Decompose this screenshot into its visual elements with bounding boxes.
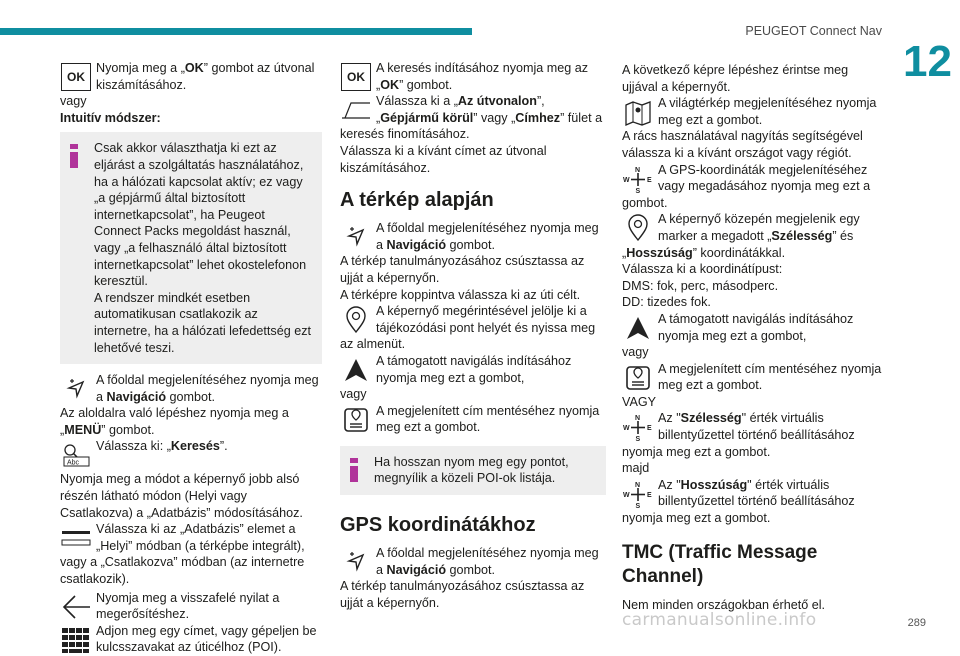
ok-icon-label: OK bbox=[67, 69, 85, 84]
search-step: Abc Válassza ki: „Keresés”. bbox=[60, 438, 322, 470]
world-map-icon bbox=[622, 96, 654, 128]
or-caps-text: VAGY bbox=[622, 394, 657, 409]
ok-icon bbox=[340, 61, 372, 93]
select-address-text: Válassza ki a kívánt címet az útvonal kiszámításához. bbox=[340, 143, 547, 175]
section-heading-tmc: TMC (Traffic Message Channel) bbox=[622, 541, 818, 587]
info-text: Csak akkor választhatja ki ezt az eljárást a szolgáltatás használatához, ha a hálózati kapcsolat aktív; ez vagy „a gépjármű által biztosított internetkapcsolat”, ha Peugeot Connect Packs megoldást használ, vagy „a felhasználó által biztosított internetkapcsolat” lehet okostelefonon keresztül. bbox=[94, 141, 307, 289]
svg-text:N: N bbox=[635, 166, 641, 174]
intuitive-heading: Intuitív módszer: bbox=[60, 110, 161, 125]
svg-text:S: S bbox=[635, 436, 641, 444]
svg-text:E: E bbox=[647, 425, 652, 433]
watermark: carmanualsonline.info bbox=[622, 610, 817, 630]
marker-step: A képernyő közepén megjelenik egy marker a megadott „Szélesség” és „Hosszúság” koordinátákkal. bbox=[622, 212, 860, 260]
location-pin-icon bbox=[622, 212, 654, 244]
navigation-icon bbox=[340, 546, 372, 578]
then-text: majd bbox=[622, 461, 650, 476]
info-box bbox=[60, 132, 322, 364]
longitude-step: N W E S Az "Hosszúság" érték virtuális billentyűzettel történő beállításához nyomja meg ezt a gombot. bbox=[622, 477, 855, 526]
mode-step: Nyomja meg a módot a képernyő jobb alsó részén látható módon (Helyi vagy Csatlakozva) a „Adatbázis” módosításához. bbox=[60, 472, 303, 520]
ok-icon-label: OK bbox=[347, 69, 365, 84]
save-step: A megjelenített cím mentéséhez nyomja meg ezt a gombot. bbox=[340, 403, 606, 436]
ok-step-text: Nyomja meg a „OK” gombot az útvonal kiszámításához. bbox=[96, 61, 315, 92]
next-screen-text: A következő képre lépéshez érintse meg ujjával a képernyőt. bbox=[622, 63, 849, 94]
svg-text:W: W bbox=[623, 425, 630, 433]
navigation-icon bbox=[60, 373, 92, 405]
or-text: vagy bbox=[60, 94, 87, 109]
page-header bbox=[0, 0, 960, 48]
pin-step: A képernyő megérintésével jelölje ki a tájékozódási pont helyét és nyissa meg az almenüt. bbox=[340, 304, 596, 352]
keyboard-abc-icon bbox=[60, 439, 92, 471]
database-step: Válassza ki az „Adatbázis” elemet a „Helyi” módban (a térképbe integrált), vagy a „Csatlakozva” módban (az internetre csatlakozik). bbox=[60, 522, 305, 587]
save-address-icon bbox=[622, 362, 654, 394]
ok-icon bbox=[60, 61, 92, 93]
compass-coordinates-icon bbox=[622, 478, 654, 510]
info-icon bbox=[70, 144, 78, 168]
navigate-arrow-icon bbox=[340, 354, 372, 386]
navigation-icon bbox=[340, 221, 372, 253]
info-text-2: A rendszer mindkét esetben automatikusan csatlakozik az internetre, ha a hálózati lefedettség ezt lehetővé teszi. bbox=[94, 290, 312, 355]
info-icon bbox=[350, 458, 358, 482]
search-ok-step: OK A keresés indításához nyomja meg az „OK” gombot. bbox=[340, 60, 606, 93]
coord-type-text: Válassza ki a koordinátípust: bbox=[622, 262, 783, 277]
save-address-icon bbox=[340, 404, 372, 436]
chapter-number: 12 bbox=[903, 37, 952, 86]
start-nav-step-2: A támogatott navigálás indításához nyomja meg ezt a gombot, bbox=[622, 311, 884, 344]
svg-text:Abc: Abc bbox=[67, 459, 80, 467]
location-pin-icon bbox=[340, 304, 372, 336]
dms-text: DMS: fok, perc, másodperc. bbox=[622, 278, 779, 293]
tap-map-text: A térképre koppintva válassza ki az úti célt. bbox=[340, 287, 581, 302]
address-step: Adjon meg egy címet, vagy gépeljen be kulcsszavakat az úticélhoz (POI). bbox=[60, 623, 322, 656]
header-accent-line bbox=[0, 28, 472, 35]
compass-coordinates-icon bbox=[622, 163, 654, 195]
svg-text:N: N bbox=[635, 415, 641, 423]
route-filter-icon bbox=[340, 94, 372, 126]
svg-text:N: N bbox=[635, 481, 641, 489]
back-arrow-icon bbox=[60, 591, 92, 623]
svg-text:W: W bbox=[623, 491, 630, 499]
back-step: Nyomja meg a visszafelé nyilat a megerősítéshez. bbox=[60, 590, 322, 623]
svg-text:E: E bbox=[647, 176, 652, 184]
navigate-arrow-icon bbox=[622, 312, 654, 344]
ok-step bbox=[60, 60, 322, 93]
svg-text:W: W bbox=[623, 176, 630, 184]
map-navigation-step: A főoldal megjelenítéséhez nyomja meg a Navigáció gombot. bbox=[340, 220, 606, 253]
info-box: Ha hosszan nyom meg egy pontot, megnyílik a közeli POI-ok listája. bbox=[340, 446, 606, 495]
filter-step: Válassza ki a „Az útvonalon”, „Gépjármű körül” vagy „Címhez” fület a keresés finomításához. bbox=[340, 94, 603, 142]
column-3 bbox=[622, 62, 884, 613]
world-map-step: A világtérkép megjelenítéséhez nyomja meg ezt a gombot. bbox=[622, 95, 884, 128]
navigation-step: A főoldal megjelenítéséhez nyomja meg a Navigáció gombot. bbox=[60, 372, 322, 405]
gps-coord-step: N W E S A GPS-koordináták megjelenítéséhez vagy megadásához nyomja meg ezt a gombot. bbox=[622, 162, 871, 210]
column-1 bbox=[60, 60, 322, 656]
toggle-bar-icon bbox=[60, 522, 92, 554]
running-title: PEUGEOT Connect Nav bbox=[745, 24, 882, 38]
svg-text:S: S bbox=[635, 187, 641, 195]
menu-step: Az aloldalra való lépéshez nyomja meg a „MENÜ” gombot. bbox=[60, 406, 289, 437]
section-heading-map: A térkép alapján bbox=[340, 189, 494, 212]
or-text: vagy bbox=[622, 345, 649, 360]
svg-text:E: E bbox=[647, 491, 652, 499]
compass-coordinates-icon bbox=[622, 411, 654, 443]
swipe-map-text-2: A térkép tanulmányozásához csúsztassa az ujját a képernyőn. bbox=[340, 579, 585, 610]
zoom-grid-text: A rács használatával nagyítás segítségével válassza ki a kívánt országot vagy régiót. bbox=[622, 129, 863, 160]
svg-text:S: S bbox=[635, 502, 641, 510]
section-heading-gps: GPS koordinátákhoz bbox=[340, 514, 536, 537]
save-step-2: A megjelenített cím mentéséhez nyomja meg ezt a gombot. bbox=[622, 361, 884, 394]
dd-text: DD: tizedes fok. bbox=[622, 295, 711, 310]
latitude-step: N W E S Az "Szélesség" érték virtuális billentyűzettel történő beállításához nyomja meg ezt a gombot. bbox=[622, 411, 855, 459]
gps-navigation-step: A főoldal megjelenítéséhez nyomja meg a Navigáció gombot. bbox=[340, 545, 606, 578]
or-text: vagy bbox=[340, 387, 367, 402]
tmc-availability-text: Nem minden országokban érhető el. bbox=[622, 597, 826, 612]
swipe-map-text: A térkép tanulmányozásához csúsztassa az ujját a képernyőn. bbox=[340, 254, 585, 285]
keypad-icon bbox=[60, 624, 92, 656]
page-number: 289 bbox=[907, 617, 926, 629]
column-2 bbox=[340, 60, 606, 611]
start-nav-step: A támogatott navigálás indításához nyomja meg ezt a gombot, bbox=[340, 353, 606, 386]
